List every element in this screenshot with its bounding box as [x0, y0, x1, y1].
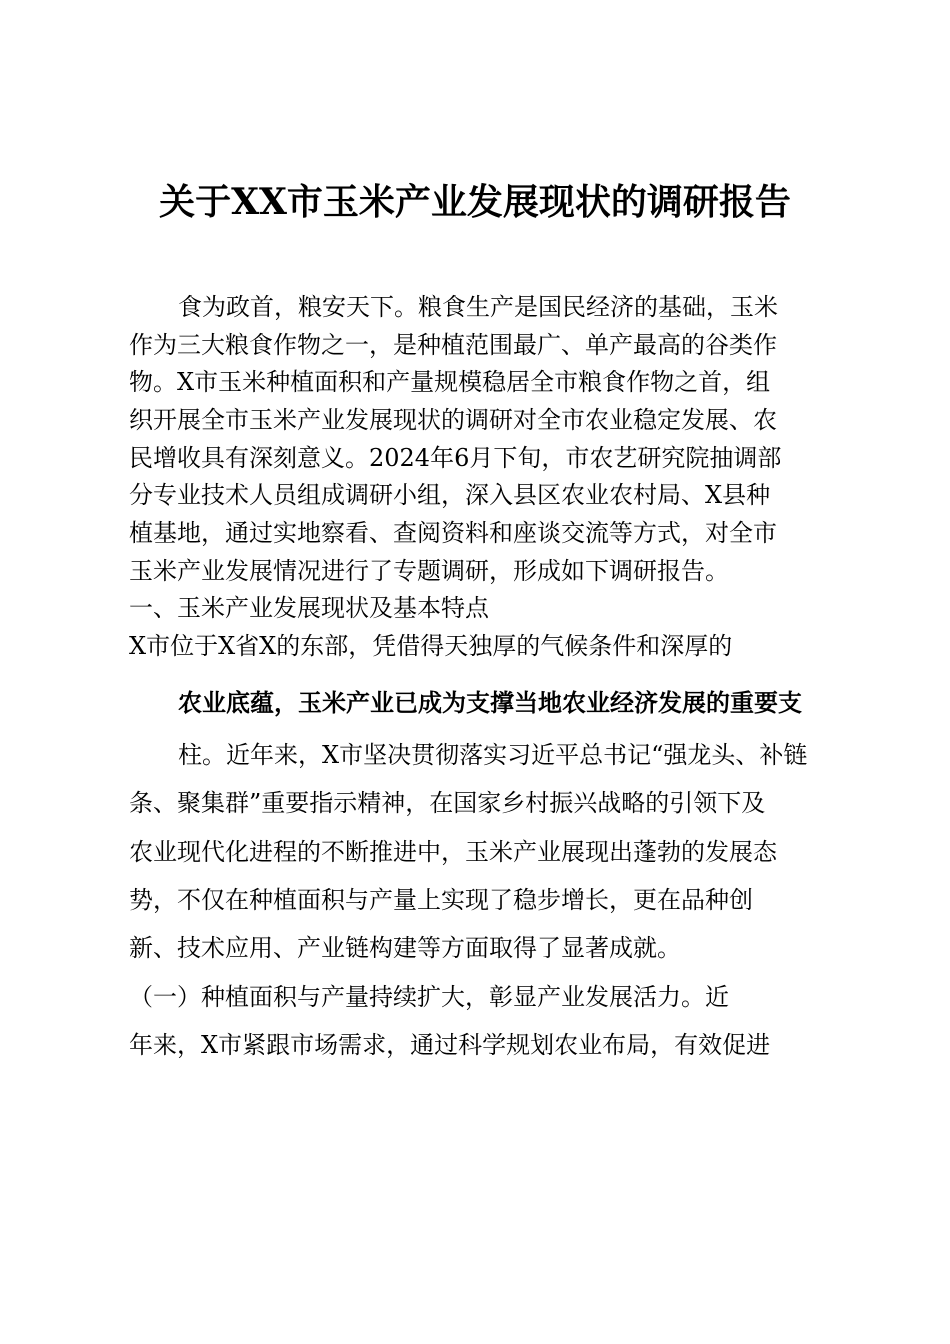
paragraph-line: 新、技术应用、产业链构建等方面取得了显著成就。	[129, 934, 681, 962]
paragraph-line: （一）种植面积与产量持续扩大，彰显产业发展活力。近	[129, 983, 729, 1011]
paragraph-line: 分专业技术人员组成调研小组，深入县区农业农村局、X县种	[129, 481, 771, 509]
section-heading: 农业底蕴，玉米产业已成为支撑当地农业经济发展的重要支	[178, 689, 802, 717]
paragraph-line: 条、聚集群”重要指示精神，在国家乡村振兴战略的引领下及	[129, 789, 766, 817]
document-title: 关于XX市玉米产业发展现状的调研报告	[159, 181, 791, 223]
paragraph-line: 势，不仅在种植面积与产量上实现了稳步增长，更在品种创	[129, 886, 753, 914]
paragraph-line: 玉米产业发展情况进行了专题调研，形成如下调研报告。	[129, 557, 729, 585]
paragraph-line: 民增收具有深刻意义。2024年6月下旬，市农艺研究院抽调部	[129, 444, 782, 472]
paragraph-line: 食为政首，粮安天下。粮食生产是国民经济的基础，玉米	[178, 293, 778, 321]
paragraph-line: 年来，X市紧跟市场需求，通过科学规划农业布局，有效促进	[129, 1031, 771, 1059]
paragraph-line: 作为三大粮食作物之一，是种植范围最广、单产最高的谷类作	[129, 331, 777, 359]
paragraph-line: 农业现代化进程的不断推进中，玉米产业展现出蓬勃的发展态	[129, 838, 777, 866]
paragraph-line: 植基地，通过实地察看、查阅资料和座谈交流等方式，对全市	[129, 519, 777, 547]
paragraph-line: 物。X市玉米种植面积和产量规模稳居全市粮食作物之首，组	[129, 368, 771, 396]
paragraph-line: 织开展全市玉米产业发展现状的调研对全市农业稳定发展、农	[129, 406, 777, 434]
paragraph-line: 一、玉米产业发展现状及基本特点	[129, 594, 489, 622]
paragraph-line: 柱。近年来，X市坚决贯彻落实习近平总书记“强龙头、补链	[178, 741, 808, 769]
paragraph-line: X市位于X省X的东部，凭借得天独厚的气候条件和深厚的	[129, 632, 733, 660]
